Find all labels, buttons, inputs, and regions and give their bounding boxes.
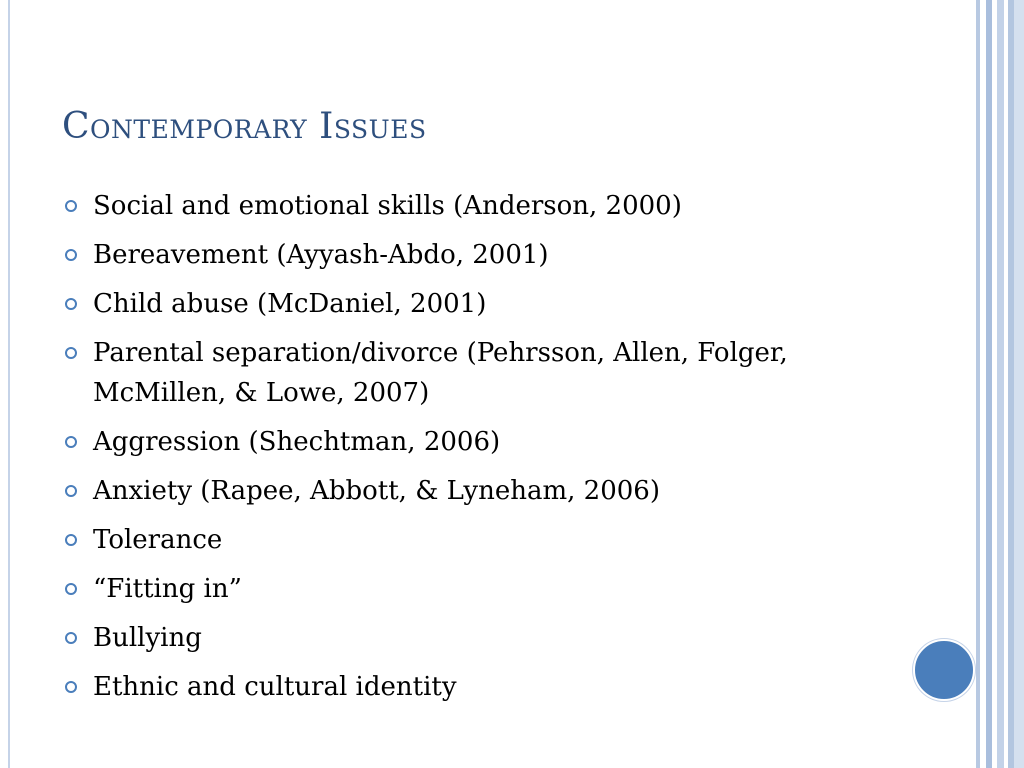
bullet-text: Bereavement (Ayyash-Abdo, 2001): [93, 240, 549, 270]
left-border-rule: [8, 0, 10, 768]
bullet-circle-icon: [65, 298, 77, 310]
bullet-circle-icon: [65, 681, 77, 693]
bullet-circle-icon: [65, 583, 77, 595]
bullet-item: [64, 520, 904, 560]
bullet-text: Social and emotional skills (Anderson, 2000): [93, 191, 682, 221]
bullet-item: [64, 186, 904, 226]
bullet-text: “Fitting in”: [93, 574, 242, 604]
bullet-text: Ethnic and cultural identity: [93, 672, 457, 702]
bullet-text: Parental separation/divorce (Pehrsson, Allen, Folger, McMillen, & Lowe, 2007): [93, 338, 788, 408]
bullet-text: Child abuse (McDaniel, 2001): [93, 289, 487, 319]
bullet-circle-icon: [65, 200, 77, 212]
right-decor-stripe: [997, 0, 1004, 768]
bullet-text: Anxiety (Rapee, Abbott, & Lyneham, 2006): [93, 476, 660, 506]
bullet-circle-icon: [65, 632, 77, 644]
bullet-item: [64, 235, 904, 275]
bullet-item: [64, 422, 904, 462]
bullet-text: Aggression (Shechtman, 2006): [93, 427, 501, 457]
right-decor-stripe: [1014, 0, 1024, 768]
bullet-item: [64, 333, 904, 413]
bullet-text: Bullying: [93, 623, 202, 653]
decorative-circle-icon: [913, 639, 975, 701]
bullet-circle-icon: [65, 347, 77, 359]
bullet-circle-icon: [65, 534, 77, 546]
bullet-circle-icon: [65, 249, 77, 261]
bullet-circle-icon: [65, 436, 77, 448]
bullet-list: [64, 186, 904, 716]
bullet-item: [64, 667, 904, 707]
bullet-text: Tolerance: [93, 525, 223, 555]
bullet-item: [64, 471, 904, 511]
bullet-circle-icon: [65, 485, 77, 497]
bullet-item: [64, 284, 904, 324]
slide-title: Contemporary Issues: [62, 106, 427, 147]
bullet-item: [64, 618, 904, 658]
bullet-item: [64, 569, 904, 609]
